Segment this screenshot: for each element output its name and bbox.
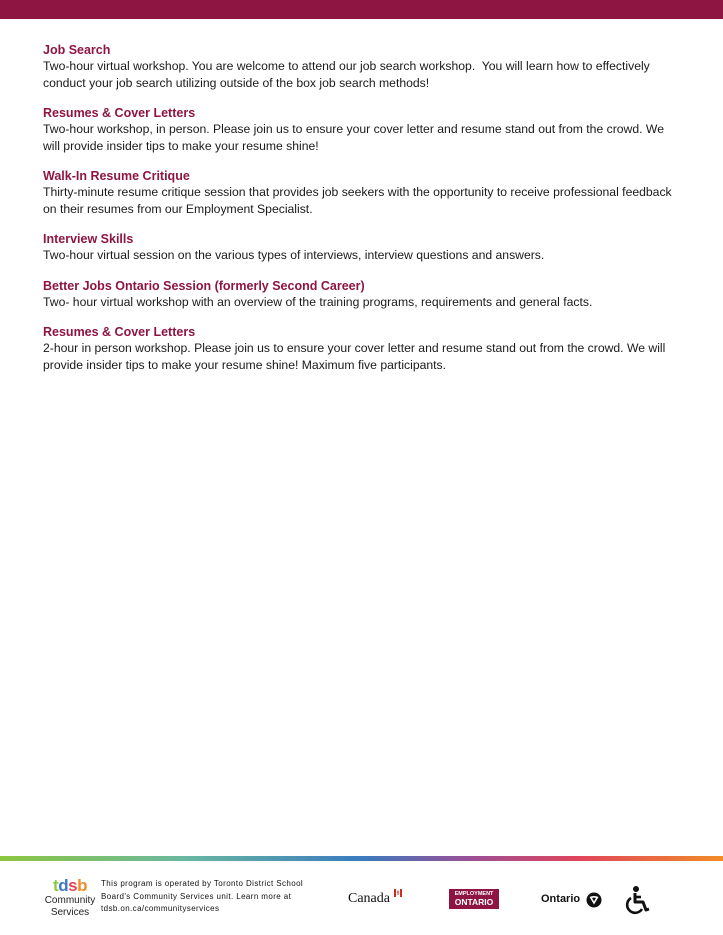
section-better-jobs-ontario — [43, 278, 673, 311]
ontario-trillium-icon — [586, 892, 602, 908]
tdsb-wordmark — [41, 877, 99, 895]
section-body: Two- hour virtual workshop with an overview of the training programs, requirements and general facts. — [43, 294, 593, 309]
section-title: Resumes & Cover Letters — [43, 325, 196, 339]
top-banner — [0, 0, 723, 19]
section-resumes-cover-letters — [43, 105, 673, 154]
employment-ontario-logo — [449, 889, 499, 909]
tdsb-letter-d: d — [58, 876, 69, 895]
accessibility-icon — [621, 885, 653, 917]
section-title: Interview Skills — [43, 232, 134, 246]
tdsb-letter-s: s — [68, 876, 78, 895]
tdsb-letter-t: t — [53, 876, 59, 895]
footer — [0, 861, 723, 935]
program-note-url: tdsb.on.ca/communityservices — [101, 904, 220, 913]
eo-line1: EMPLOYMENT — [454, 891, 494, 897]
section-title: Resumes & Cover Letters — [43, 106, 196, 120]
program-note-line2: Board's Community Services unit. Learn more at — [101, 891, 292, 901]
section-body: Thirty-minute resume critique session that provides job seekers with the opportunity to receive professional feedback on their resumes from our Employment Specialist. — [43, 185, 676, 216]
program-note — [101, 878, 331, 916]
canada-flag-icon — [394, 889, 402, 897]
workshop-list — [43, 42, 676, 387]
tdsb-letter-b: b — [77, 876, 87, 895]
section-body: Two-hour virtual workshop. You are welcome to attend our job search workshop. You will learn how to effectively conduct your job search utilizing outside of the box job search methods! — [43, 59, 654, 90]
section-title: Walk-In Resume Critique — [43, 169, 190, 183]
section-title: Job Search — [43, 43, 111, 57]
program-note-line1: This program is operated by Toronto District School — [101, 879, 304, 888]
section-body: Two-hour workshop, in person. Please join us to ensure your cover letter and resume stand out from the crowd. We will provide insider tips to make your resume shine! — [43, 122, 668, 153]
eo-line2: ONTARIO — [454, 897, 494, 907]
tdsb-logo-line1: Community — [44, 895, 96, 906]
tdsb-logo-line2: Services — [50, 907, 90, 918]
section-body: Two-hour virtual session on the various types of interviews, interview questions and answers. — [43, 248, 545, 262]
ontario-wordmark: Ontario — [541, 893, 581, 905]
section-resumes-cover-letters-2 — [43, 324, 673, 373]
section-interview-skills — [43, 231, 673, 264]
section-job-search — [43, 42, 673, 91]
section-title: Better Jobs Ontario Session (formerly Second Career) — [43, 278, 365, 293]
section-body: 2-hour in person workshop. Please join us to ensure your cover letter and resume stand out from the crowd. We will provide insider tips to make your resume shine! Maximum five participants. — [43, 341, 669, 372]
canada-wordmark: Canada — [348, 891, 390, 906]
tdsb-logo — [41, 877, 99, 919]
section-walk-in-resume-critique — [43, 168, 676, 217]
